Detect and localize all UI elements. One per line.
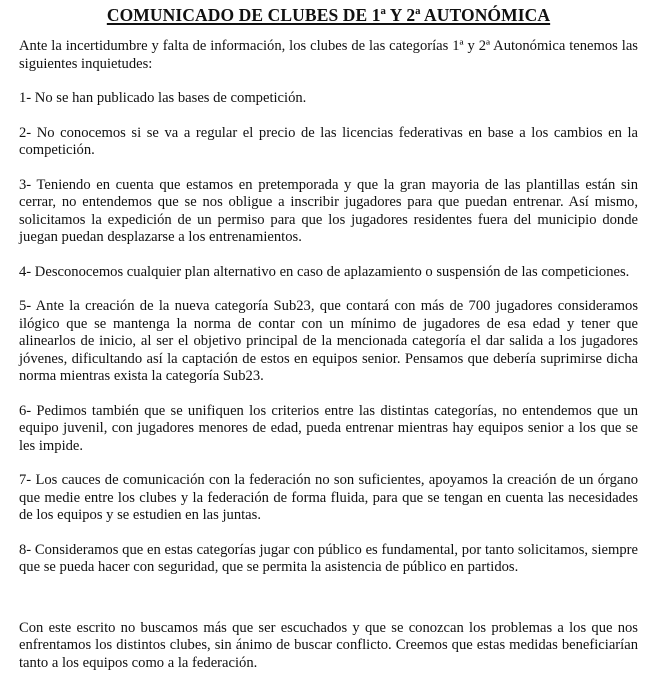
point-1: 1- No se han publicado las bases de competición. xyxy=(19,90,307,106)
point-7: 7- Los cauces de comunicación con la federación no son suficientes, apoyamos la creación de un órgano que medie entre los clubes y la federación de forma fluida, para que se tengan en cuenta las necesidades de los equipos y se estudien en las juntas. xyxy=(19,472,638,523)
closing-paragraph: Con este escrito no buscamos más que ser escuchados y que se conozcan los problemas a los que nos enfrentamos los distintos clubes, sin ánimo de buscar conflicto. Creemos que estas medidas beneficiarían tanto a los equipos como a la federación. xyxy=(19,619,638,671)
point-3: 3- Teniendo en cuenta que estamos en pretemporada y que la gran mayoria de las plantillas están sin cerrar, no entendemos que se nos obligue a inscribir jugadores para que puedan entrenar. Así mismo, solicitamos la expedición de un permiso para que los jugadores residentes fuera del municipio donde juegan puedan desplazarse a los entrenamientos. xyxy=(19,176,638,245)
document-page xyxy=(19,4,638,689)
point-4: 4- Desconocemos cualquier plan alternativo en caso de aplazamiento o suspensión de las competiciones. xyxy=(19,263,630,280)
intro-paragraph: Ante la incertidumbre y falta de información, los clubes de las categorías 1ª y 2ª Autonómica tenemos las siguientes inquietudes: xyxy=(19,38,638,72)
point-2: 2- No conocemos si se va a regular el precio de las licencias federativas en base a los cambios en la competición. xyxy=(19,124,638,158)
point-5: 5- Ante la creación de la nueva categoría Sub23, que contará con más de 700 jugadores consideramos ilógico que se mantenga la norma de contar con un mínimo de jugadores de esa edad y tener que alinearlos de inicio, al ser el objetivo principal de la mencionada categoría el dar salida a los jugadores jóvenes, dificultando así la captación de estos en equipos senior. Pensamos que debería suprimirse dicha norma mientras exista la categoría Sub23. xyxy=(19,298,638,384)
document-title: COMUNICADO DE CLUBES DE 1ª Y 2ª AUTONÓMICA xyxy=(106,5,551,25)
point-8: 8- Consideramos que en estas categorías jugar con público es fundamental, por tanto solicitamos, siempre que se pueda hacer con seguridad, que se permita la asistencia de público en partidos. xyxy=(19,541,638,575)
point-6: 6- Pedimos también que se unifiquen los criterios entre las distintas categorías, no entendemos que un equipo juvenil, con jugadores menores de edad, pueda entrenar mientras hay equipos senior a los que se les impide. xyxy=(19,402,638,454)
